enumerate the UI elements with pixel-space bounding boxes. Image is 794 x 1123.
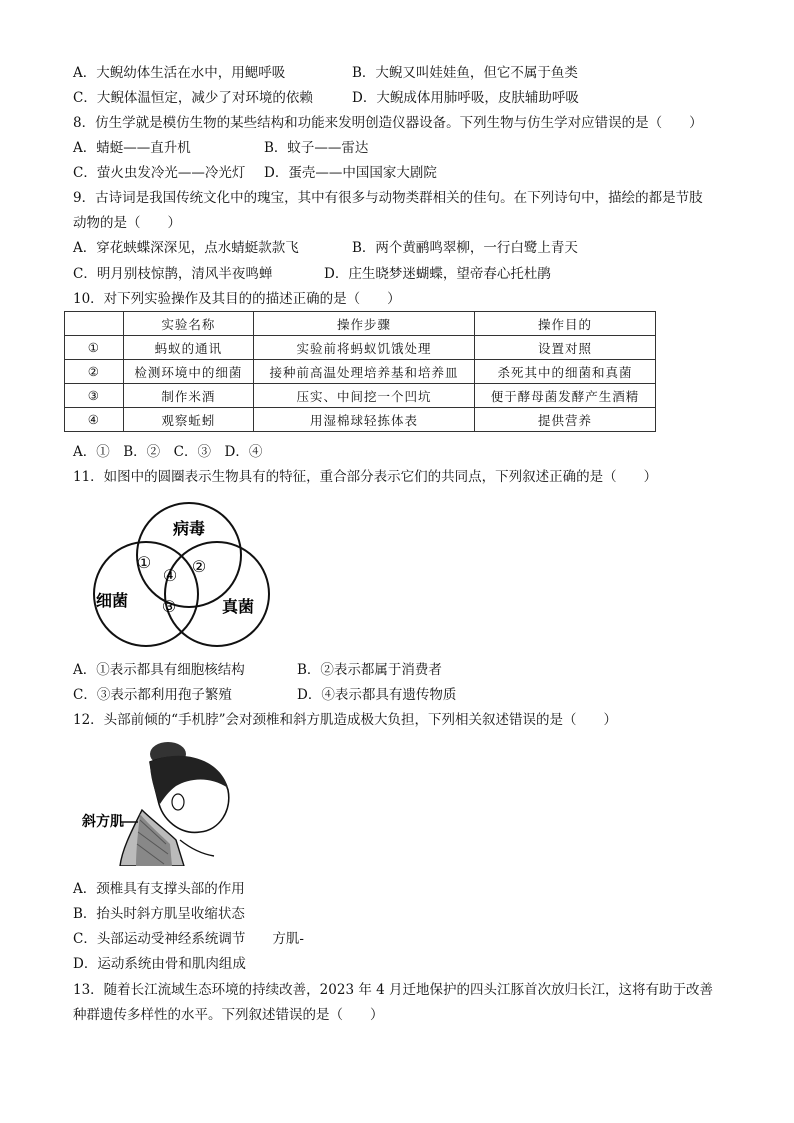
table-cell: 压实、中间挖一个凹坑 bbox=[254, 384, 475, 408]
q8-option-b: B．蚊子——雷达 bbox=[264, 140, 369, 156]
table-cell: 接种前高温处理培养基和培养皿 bbox=[254, 360, 475, 384]
trapezius-label: 斜方肌 bbox=[82, 814, 124, 830]
q13-stem-line2: 种群遗传多样性的水平。下列叙述错误的是（ ） bbox=[73, 1007, 384, 1023]
table-header-cell: 操作步骤 bbox=[254, 312, 475, 336]
venn-region-4: ④ bbox=[162, 566, 178, 585]
table-cell: 便于酵母菌发酵产生酒精 bbox=[474, 384, 655, 408]
q11-option-d: D．④表示都具有遗传物质 bbox=[297, 687, 457, 703]
table-header-cell bbox=[65, 312, 124, 336]
venn-region-1: ① bbox=[136, 553, 152, 572]
q10-stem: 10．对下列实验操作及其目的的描述正确的是（ ） bbox=[73, 291, 401, 307]
venn-region-3: ③ bbox=[161, 597, 177, 616]
q11-stem: 11．如图中的圆圈表示生物具有的特征，重合部分表示它们的共同点，下列叙述正确的是（ ） bbox=[73, 469, 658, 485]
table-row bbox=[65, 360, 656, 384]
neck-posture-illustration bbox=[80, 740, 240, 866]
table-row bbox=[65, 384, 656, 408]
q12-stem: 12．头部前倾的“手机脖”会对颈椎和斜方肌造成极大负担，下列相关叙述错误的是（ ） bbox=[73, 712, 617, 728]
table-cell: 杀死其中的细菌和真菌 bbox=[474, 360, 655, 384]
table-row bbox=[65, 408, 656, 432]
q12-option-d: D．运动系统由骨和肌肉组成 bbox=[73, 956, 246, 972]
table-cell: 观察蚯蚓 bbox=[123, 408, 253, 432]
q8-option-d: D．蛋壳——中国国家大剧院 bbox=[264, 165, 437, 181]
venn-label-virus: 病毒 bbox=[172, 519, 206, 538]
q9-stem-line2: 动物的是（ ） bbox=[73, 215, 181, 231]
q7-option-b: B．大鲵又叫娃娃鱼，但它不属于鱼类 bbox=[352, 65, 578, 81]
q10-options: A．① B．② C．③ D．④ bbox=[73, 444, 263, 460]
q11-option-a: A．①表示都具有细胞核结构 bbox=[73, 662, 245, 678]
table-header-cell: 操作目的 bbox=[474, 312, 655, 336]
q12-option-a: A．颈椎具有支撑头部的作用 bbox=[73, 881, 245, 897]
q11-option-c: C．③表示都利用孢子繁殖 bbox=[73, 687, 232, 703]
q8-stem: 8．仿生学就是模仿生物的某些结构和功能来发明创造仪器设备。下列生物与仿生学对应错误的是（ ） bbox=[73, 115, 703, 131]
table-cell: 制作米酒 bbox=[123, 384, 253, 408]
table-cell: ① bbox=[65, 336, 124, 360]
table-cell: 设置对照 bbox=[474, 336, 655, 360]
table-cell: 检测环境中的细菌 bbox=[123, 360, 253, 384]
q7-option-d: D．大鲵成体用肺呼吸，皮肤辅助呼吸 bbox=[352, 90, 579, 106]
table-cell: ③ bbox=[65, 384, 124, 408]
table-cell: ④ bbox=[65, 408, 124, 432]
venn-diagram bbox=[84, 500, 294, 648]
q13-stem-line1: 13．随着长江流域生态环境的持续改善，2023 年 4 月迁地保护的四头江豚首次放归长江，这将有助于改善 bbox=[73, 982, 713, 998]
q8-option-a: A．蜻蜓——直升机 bbox=[73, 140, 191, 156]
q9-option-d: D．庄生晓梦迷蝴蝶，望帝春心托杜鹃 bbox=[324, 266, 551, 282]
q11-option-b: B．②表示都属于消费者 bbox=[297, 662, 442, 678]
table-cell: 蚂蚁的通讯 bbox=[123, 336, 253, 360]
venn-label-bacteria: 细菌 bbox=[95, 591, 129, 610]
q7-option-c: C．大鲵体温恒定，减少了对环境的依赖 bbox=[73, 90, 313, 106]
venn-region-2: ② bbox=[191, 557, 207, 576]
q7-option-a: A．大鲵幼体生活在水中，用鳃呼吸 bbox=[73, 65, 286, 81]
table-header-row bbox=[65, 312, 656, 336]
table-row bbox=[65, 336, 656, 360]
table-cell: 提供营养 bbox=[474, 408, 655, 432]
venn-label-fungi: 真菌 bbox=[221, 597, 255, 616]
table-cell: 用湿棉球轻拣体表 bbox=[254, 408, 475, 432]
q12-option-b: B．抬头时斜方肌呈收缩状态 bbox=[73, 906, 245, 922]
table-cell: 实验前将蚂蚁饥饿处理 bbox=[254, 336, 475, 360]
q9-option-a: A．穿花蛱蝶深深见，点水蜻蜓款款飞 bbox=[73, 240, 299, 256]
q9-option-b: B．两个黄鹂鸣翠柳，一行白鹭上青天 bbox=[352, 240, 578, 256]
q9-stem-line1: 9．古诗词是我国传统文化中的瑰宝，其中有很多与动物类群相关的佳句。在下列诗句中，描绘的都是节肢 bbox=[73, 190, 703, 206]
experiment-table bbox=[64, 311, 656, 432]
q8-option-c: C．萤火虫发冷光——冷光灯 bbox=[73, 165, 246, 181]
table-cell: ② bbox=[65, 360, 124, 384]
q12-option-c: C．头部运动受神经系统调节 方肌- bbox=[73, 931, 304, 947]
q9-option-c: C．明月别枝惊鹊，清风半夜鸣蝉 bbox=[73, 266, 273, 282]
table-header-cell: 实验名称 bbox=[123, 312, 253, 336]
